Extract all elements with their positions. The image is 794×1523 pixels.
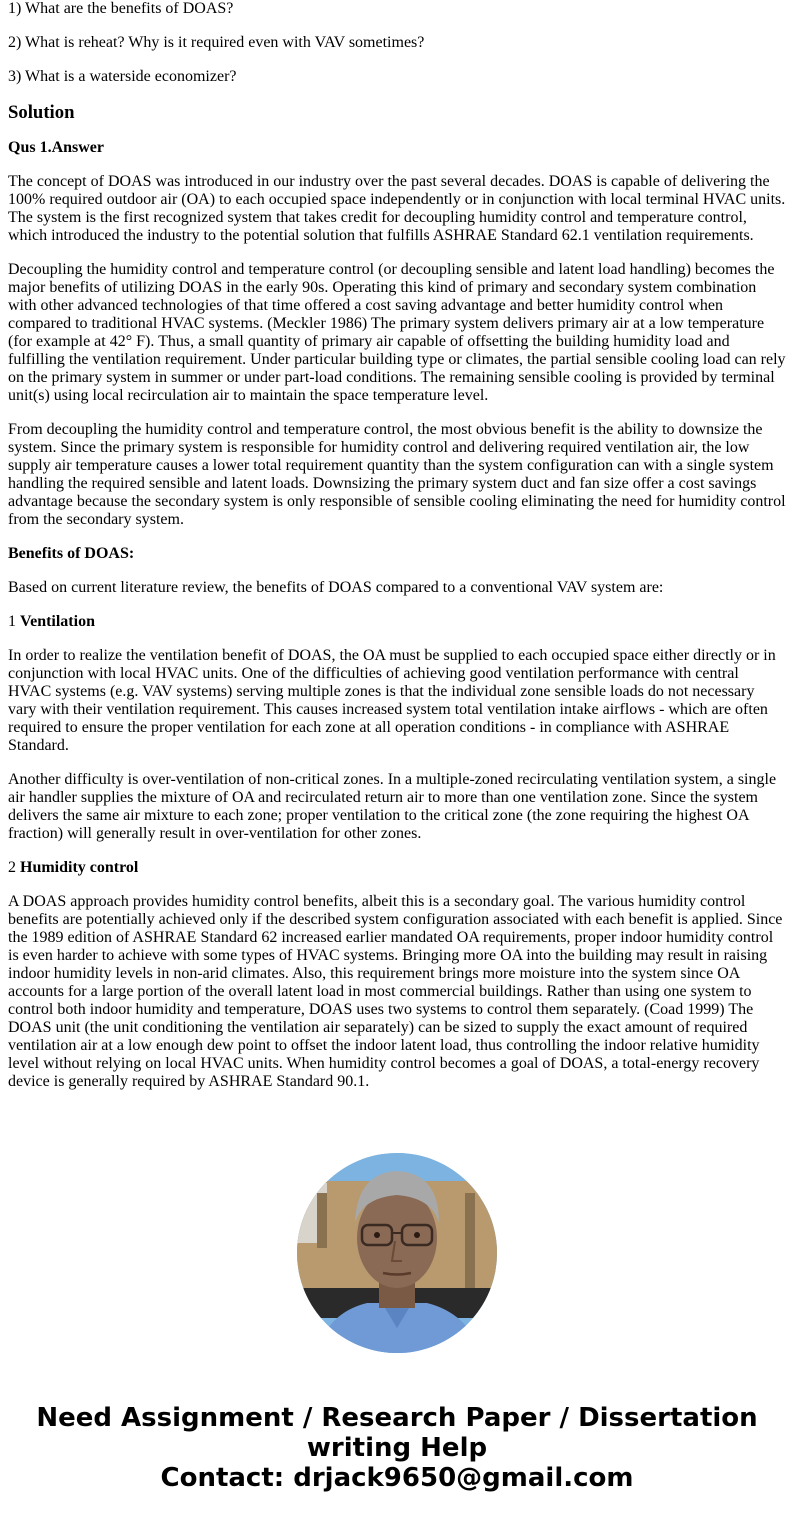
promo-line-1: Need Assignment / Research Paper / Dissertation — [36, 1403, 758, 1433]
solution-heading: Solution — [8, 102, 75, 123]
benefit-item-ventilation — [8, 613, 786, 631]
question-2: 2) What is reheat? Why is it required even with VAV sometimes? — [8, 34, 425, 51]
answer-heading-text: Qus 1.Answer — [8, 139, 105, 156]
paragraph-over-ventilation: Another difficulty is over-ventilation of non-critical zones. In a multiple-zoned recirculating ventilation system, a single air handler supplies the mixture of OA and recirculated return air to more than one ventilation zone. Since the system delivers the same air mixture to each zone; proper ventilation to the critical zone (the zone requiring the highest OA fraction) will generally result in over-ventilation for other zones. — [8, 771, 777, 842]
paragraph-concept: The concept of DOAS was introduced in our industry over the past several decades. DOAS is capable of delivering the 100% required outdoor air (OA) to each occupied space independently or in conjunction with local terminal HVAC units. The system is the first recognized system that takes credit for decoupling humidity control and temperature control, which introduced the industry to the potential solution that fulfills ASHRAE Standard 62.1 ventilation requirements. — [8, 173, 786, 244]
paragraph-humidity: A DOAS approach provides humidity control benefits, albeit this is a secondary goal. The various humidity control benefits are potentially achieved only if the described system configuration associated with each benefit is applied. Since the 1989 edition of ASHRAE Standard 62 increased earlier mandated OA requirements, proper indoor humidity control is even harder to achieve with some types of HVAC systems. Bringing more OA into the building may result in raising indoor humidity levels in non-arid climates. Also, this requirement brings more moisture into the system since OA accounts for a large portion of the overall latent load in most commercial buildings. Rather than using one system to control both indoor humidity and temperature, DOAS uses two systems to control them separately. (Coad 1999) The DOAS unit (the unit conditioning the ventilation air separately) can be sized to supply the exact amount of required ventilation air at a low enough dew point to offset the indoor latent load, thus controlling the indoor relative humidity level without relying on local HVAC units. When humidity control becomes a goal of DOAS, a total-energy recovery device is generally required by ASHRAE Standard 90.1. — [8, 893, 783, 1090]
benefit-number: 2 — [8, 859, 20, 876]
paragraph-ventilation: In order to realize the ventilation benefit of DOAS, the OA must be supplied to each occupied space either directly or in conjunction with local HVAC units. One of the difficulties of achieving good ventilation performance with central HVAC systems (e.g. VAV systems) serving multiple zones is that the individual zone sensible loads do not necessary vary with their ventilation requirement. This causes increased system total ventilation intake airflows - which are often required to ensure the proper ventilation for each zone at all operation conditions - in compliance with ASHRAE Standard. — [8, 647, 776, 754]
benefits-heading — [8, 545, 786, 563]
benefit-title: Humidity control — [20, 859, 139, 876]
promo-banner — [0, 1403, 794, 1493]
promo-contact: Contact: drjack9650@gmail.com — [160, 1463, 634, 1493]
benefit-number: 1 — [8, 613, 20, 630]
portrait-image — [297, 1153, 497, 1353]
question-3: 3) What is a waterside economizer? — [8, 68, 237, 85]
benefits-heading-text: Benefits of DOAS: — [8, 545, 135, 562]
paragraph-decoupling: Decoupling the humidity control and temperature control (or decoupling sensible and latent load handling) becomes the major benefits of utilizing DOAS in the early 90s. Operating this kind of primary and secondary system combination with other advanced technologies of that time offered a cost saving advantage and better humidity control when compared to traditional HVAC systems. (Meckler 1986) The primary system delivers primary air at a low temperature (for example at 42° F). Thus, a small quantity of primary air capable of offsetting the building humidity load and fulfilling the ventilation requirement. Under particular building type or climates, the partial sensible cooling load can rely on the primary system in summer or under part-load conditions. The remaining sensible cooling is provided by terminal unit(s) using local recirculation air to maintain the space temperature level. — [8, 261, 786, 404]
benefit-title: Ventilation — [20, 613, 95, 630]
paragraph-literature: Based on current literature review, the benefits of DOAS compared to a conventional VAV system are: — [8, 579, 664, 596]
promo-line-2: writing Help — [306, 1433, 488, 1463]
question-1: 1) What are the benefits of DOAS? — [8, 0, 234, 17]
author-avatar — [297, 1153, 497, 1353]
benefit-item-humidity — [8, 859, 786, 877]
paragraph-downsize: From decoupling the humidity control and temperature control, the most obvious benefit is the ability to downsize the system. Since the primary system is responsible for humidity control and delivering required ventilation air, the low supply air temperature causes a lower total requirement quantity than the system configuration can with a single system handling the required sensible and latent loads. Downsizing the primary system duct and fan size offer a cost savings advantage because the secondary system is only responsible of sensible cooling eliminating the need for humidity control from the secondary system. — [8, 421, 786, 528]
answer-heading — [8, 139, 786, 157]
